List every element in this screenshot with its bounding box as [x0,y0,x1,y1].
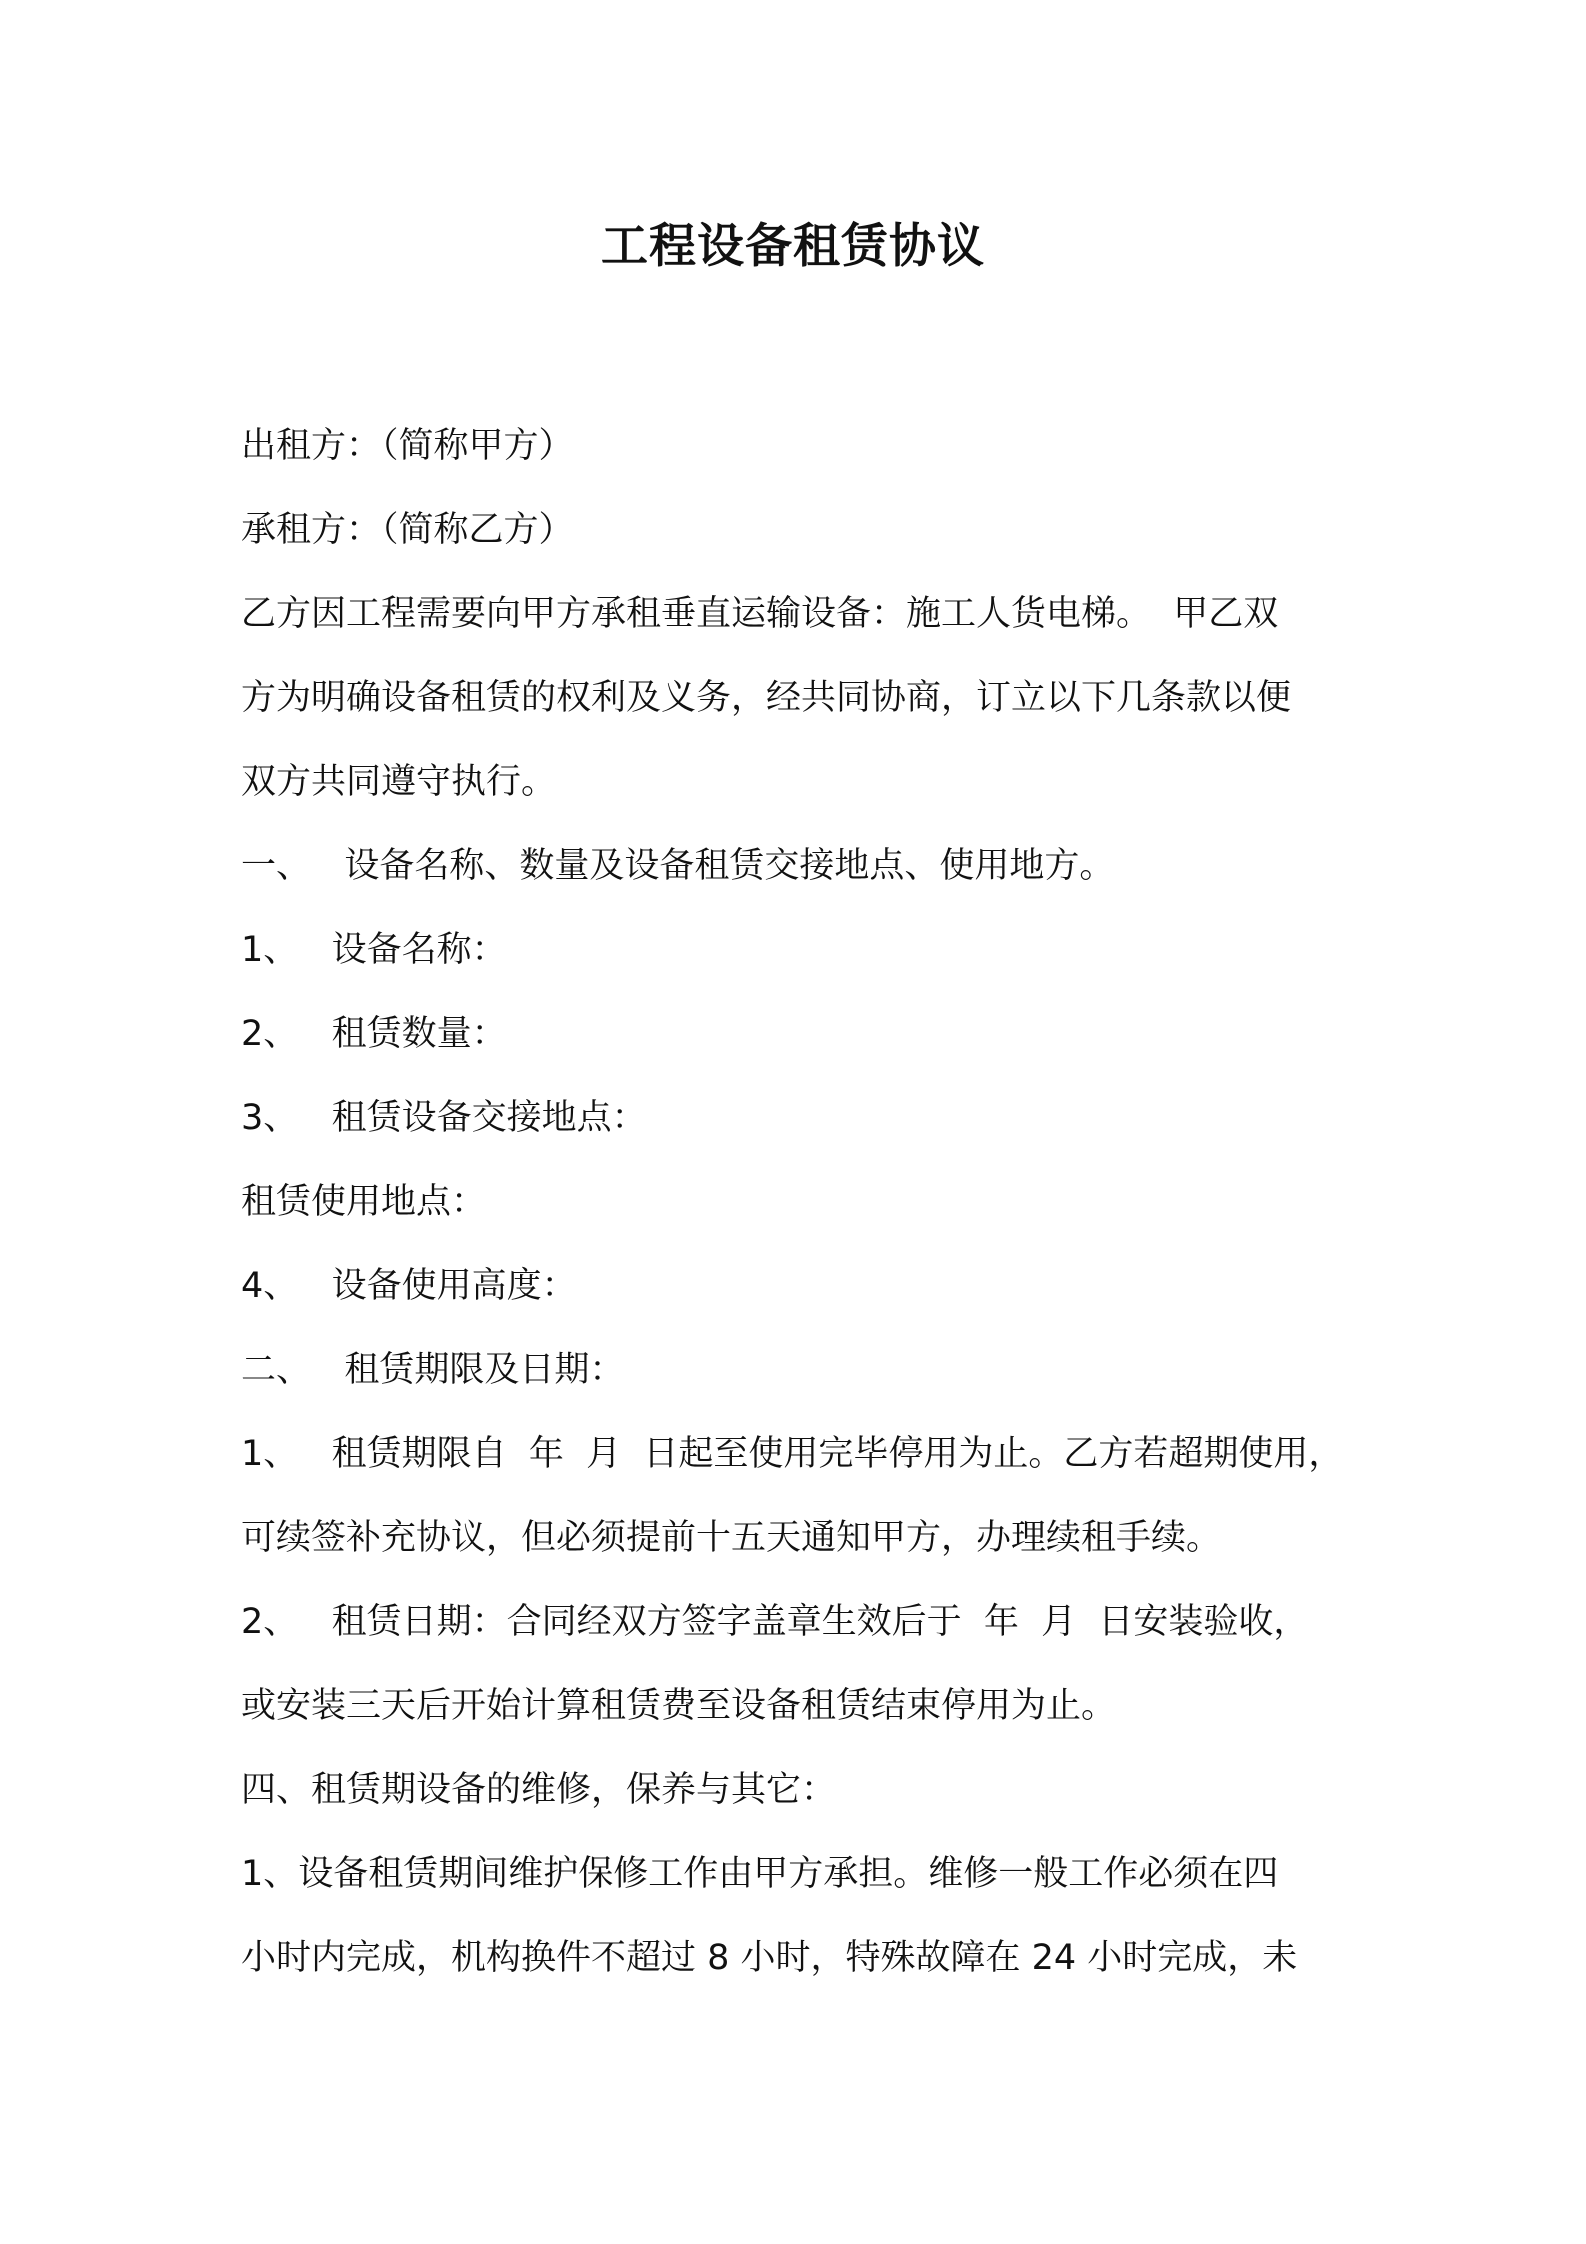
paragraph-line: 或安装三天后开始计算租赁费至设备租赁结束停用为止。 [241,1686,1117,1726]
paragraph-line: 承租方：（简称乙方） [241,510,574,550]
list-item: 1、设备租赁期间维护保修工作由甲方承担。维修一般工作必须在四 [241,1854,1279,1894]
section-heading: 二、 租赁期限及日期： [241,1350,625,1390]
document-title: 工程设备租赁协议 [601,219,985,274]
paragraph-line: 方为明确设备租赁的权利及义务，经共同协商，订立以下几条款以便 [241,678,1292,718]
paragraph-line: 小时内完成，机构换件不超过 8 小时，特殊故障在 24 小时完成，未 [241,1938,1298,1978]
list-item: 3、 租赁设备交接地点： [241,1098,647,1138]
section-heading: 一、 设备名称、数量及设备租赁交接地点、使用地方。 [241,846,1115,886]
paragraph-line: 出租方：（简称甲方） [241,426,574,466]
paragraph-line: 乙方因工程需要向甲方承租垂直运输设备：施工人货电梯。 甲乙双 [241,594,1279,634]
section-heading: 四、租赁期设备的维修，保养与其它： [241,1770,837,1810]
paragraph-line: 可续签补充协议，但必须提前十五天通知甲方，办理续租手续。 [241,1518,1222,1558]
list-item: 2、 租赁日期：合同经双方签字盖章生效后于 年 月 日安装验收， [241,1602,1309,1642]
document-body [241,404,1371,2000]
list-item: 4、 设备使用高度： [241,1266,577,1306]
paragraph-line: 租赁使用地点： [241,1182,487,1222]
list-item: 1、 租赁期限自 年 月 日起至使用完毕停用为止。乙方若超期使用， [241,1434,1344,1474]
list-item: 1、 设备名称： [241,930,507,970]
paragraph-line: 双方共同遵守执行。 [241,762,557,802]
list-item: 2、 租赁数量： [241,1014,507,1054]
